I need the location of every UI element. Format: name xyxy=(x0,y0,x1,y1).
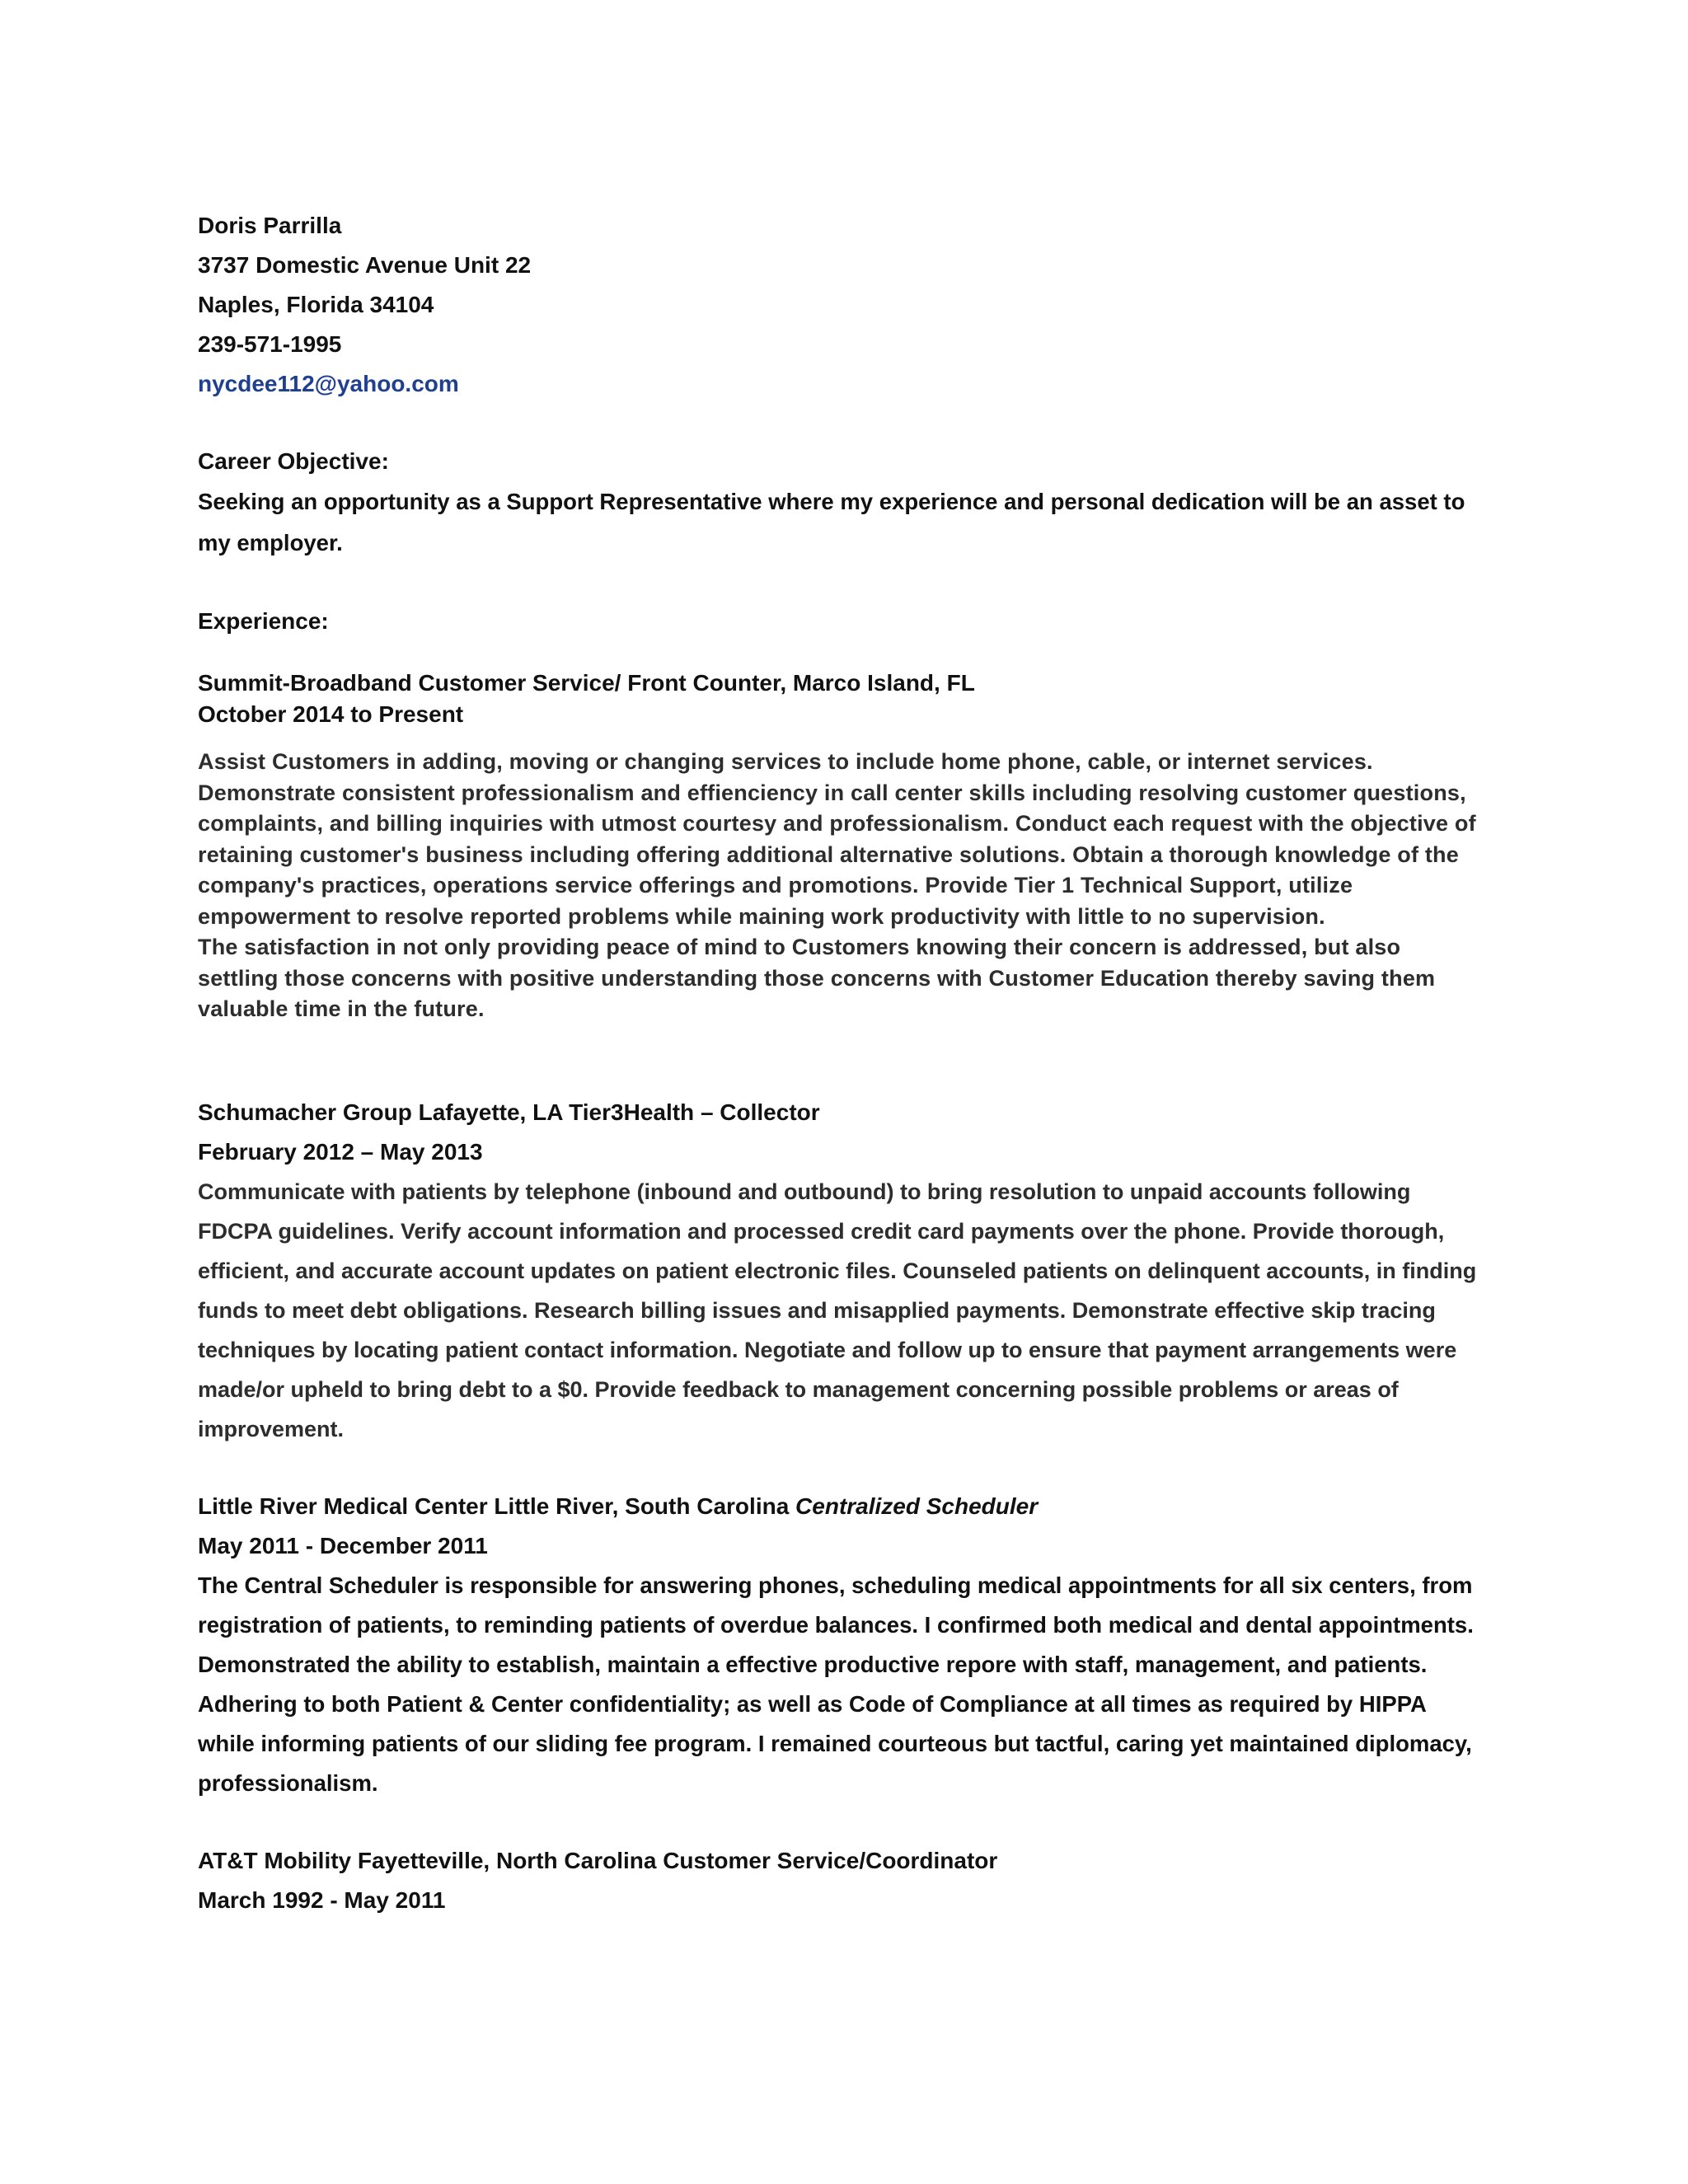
job-description: The Central Scheduler is responsible for answering phones, scheduling medical appointments for all six centers, from registration of patients, to reminding patients of overdue balances. I confirmed both medical and dental appointments. Demonstrated the ability to establish, maintain a effective productive repore with staff, management, and patients. Adhering to both Patient & Center confidentiality; as well as Code of Compliance at all times as required by HIPPA while informing patients of our sliding fee program. I remained courteous but tactful, caring yet maintained diplomacy, professionalism. xyxy=(198,1572,1474,1796)
spacer xyxy=(198,641,1484,668)
contact-email-link[interactable]: nycdee112@yahoo.com xyxy=(198,371,459,396)
job-title xyxy=(198,1487,1484,1526)
spacer xyxy=(198,1803,1484,1841)
experience-heading: Experience: xyxy=(198,608,329,634)
spacer xyxy=(198,404,1484,442)
contact-phone: 239-571-1995 xyxy=(198,331,342,357)
job-title-text: Little River Medical Center Little River, South Carolina xyxy=(198,1493,796,1519)
job-dates: March 1992 - May 2011 xyxy=(198,1886,446,1913)
job-entry-att xyxy=(198,1841,1484,1920)
job-dates: May 2011 - December 2011 xyxy=(198,1532,488,1558)
spacer xyxy=(198,564,1484,602)
contact-address-line1: 3737 Domestic Avenue Unit 22 xyxy=(198,252,532,278)
objective-text: Seeking an opportunity as a Support Representative where my experience and personal dedication will be an asset to my employer. xyxy=(198,489,1465,555)
job-dates: February 2012 – May 2013 xyxy=(198,1138,483,1165)
spacer xyxy=(198,730,1484,747)
job-title-role: Centralized Scheduler xyxy=(795,1493,1039,1519)
contact-block xyxy=(198,206,1484,404)
job-entry-schumacher xyxy=(198,1093,1484,1449)
objective-heading: Career Objective: xyxy=(198,448,389,474)
job-description: Communicate with patients by telephone (inbound and outbound) to bring resolution to unpaid accounts following FDCPA guidelines. Verify account information and processed credit card payments over the phone. Provide thorough, efficient, and accurate account updates on patient electronic files. Counseled patients on delinquent accounts, in finding funds to meet debt obligations. Research billing issues and misapplied payments. Demonstrate effective skip tracing techniques by locating patient contact information. Negotiate and follow up to ensure that payment arrangements were made/or upheld to bring debt to a $0. Provide feedback to management concerning possible problems or areas of improvement. xyxy=(198,1179,1477,1441)
job-title: Summit-Broadband Customer Service/ Front Counter, Marco Island, FL xyxy=(198,670,975,696)
contact-name: Doris Parrilla xyxy=(198,213,342,238)
job-dates: October 2014 to Present xyxy=(198,701,464,727)
spacer xyxy=(198,1449,1484,1487)
job-title: AT&T Mobility Fayetteville, North Carolina Customer Service/Coordinator xyxy=(198,1847,998,1873)
job-entry-summit xyxy=(198,668,1484,1025)
job-description: Assist Customers in adding, moving or changing services to include home phone, cable, or internet services. Demonstrate consistent professionalism and effienciency in call center skills including resolving customer questions, complaints, and billing inquiries with utmost courtesy and professionalism. Conduct each request with the objective of retaining customer's business including offering additional alternative solutions. Obtain a thorough knowledge of the company's practices, operations service offerings and promotions. Provide Tier 1 Technical Support, utilize empowerment to resolve reported problems while maining work productivity with little to no supervision. xyxy=(198,749,1476,929)
spacer xyxy=(198,1025,1484,1093)
objective-section xyxy=(198,442,1484,564)
job-description-extra: The satisfaction in not only providing peace of mind to Customers knowing their concern is addressed, but also settling those concerns with positive understanding those concerns with Customer Education thereby saving them valuable time in the future. xyxy=(198,935,1436,1021)
job-title: Schumacher Group Lafayette, LA Tier3Health – Collector xyxy=(198,1099,820,1125)
job-entry-little-river xyxy=(198,1487,1484,1803)
contact-address-line2: Naples, Florida 34104 xyxy=(198,292,434,317)
resume-content xyxy=(198,206,1484,1920)
